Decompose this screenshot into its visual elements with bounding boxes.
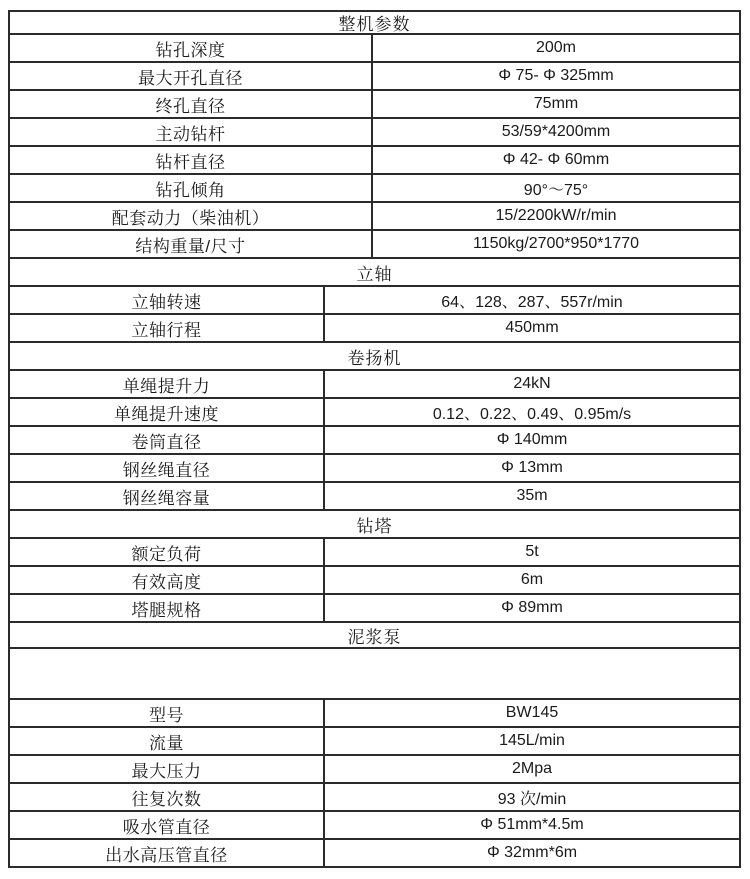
spec-label: 流量 [10, 728, 325, 754]
spec-label: 单绳提升力 [10, 371, 325, 397]
spec-value: 2Mpa [511, 760, 553, 777]
spec-label: 立轴行程 [10, 315, 325, 341]
table-row [10, 481, 739, 509]
section-header-row [10, 257, 739, 285]
table-row [10, 201, 739, 229]
spec-value: 200m [535, 39, 577, 56]
spec-label: 额定负荷 [10, 539, 325, 565]
spec-value: Φ 13mm [501, 459, 563, 476]
spec-label: 钻杆直径 [10, 147, 373, 173]
spec-label: 往复次数 [10, 784, 325, 810]
table-row [10, 565, 739, 593]
section-title: 钻塔 [356, 516, 393, 536]
section-title: 卷扬机 [347, 348, 402, 368]
spec-value: 450mm [505, 319, 559, 336]
spec-value: 75mm [533, 95, 579, 112]
table-row [10, 453, 739, 481]
table-row [10, 313, 739, 341]
spec-value: 5t [525, 543, 539, 560]
spec-label: 型号 [10, 700, 325, 726]
spec-label: 主动钻杆 [10, 119, 373, 145]
section-header-row [10, 509, 739, 537]
table-row [10, 726, 739, 754]
table-row [10, 425, 739, 453]
spec-value: 35m [516, 487, 548, 504]
table-row [10, 838, 739, 866]
spec-label: 结构重量/尺寸 [10, 231, 373, 257]
spec-label: 出水高压管直径 [10, 840, 325, 866]
table-row [10, 537, 739, 565]
spec-label: 钻孔倾角 [10, 175, 373, 201]
spec-value: Φ 140mm [496, 431, 568, 448]
spec-value: 24kN [513, 375, 551, 392]
spec-value: 6m [520, 571, 544, 588]
section-title: 整机参数 [338, 15, 411, 33]
spec-label: 钢丝绳容量 [10, 483, 325, 509]
spec-value: 1150kg/2700*950*1770 [472, 235, 640, 252]
spec-label: 钻孔深度 [10, 35, 373, 61]
section-header-row [10, 341, 739, 369]
section-header-row [10, 621, 739, 647]
table-row [10, 61, 739, 89]
table-row [10, 285, 739, 313]
spec-value: Φ 89mm [501, 599, 563, 616]
spec-label: 最大开孔直径 [10, 63, 373, 89]
spec-value: Φ 32mm*6m [486, 844, 578, 861]
spec-label: 塔腿规格 [10, 595, 325, 621]
spec-label: 吸水管直径 [10, 812, 325, 838]
table-row [10, 698, 739, 726]
table-row [10, 89, 739, 117]
spec-label: 最大压力 [10, 756, 325, 782]
spec-label: 终孔直径 [10, 91, 373, 117]
table-row [10, 593, 739, 621]
table-row [10, 117, 739, 145]
section-title: 立轴 [356, 264, 393, 284]
table-row [10, 229, 739, 257]
spec-table [8, 10, 741, 868]
empty-spacer-row [10, 647, 739, 698]
spec-value: Φ 42- Φ 60mm [502, 151, 610, 168]
spec-label: 立轴转速 [10, 287, 325, 313]
spec-value: Φ 51mm*4.5m [480, 816, 584, 833]
spec-label: 卷筒直径 [10, 427, 325, 453]
spec-value: BW145 [505, 704, 559, 721]
table-row [10, 397, 739, 425]
table-row [10, 145, 739, 173]
table-row [10, 754, 739, 782]
spec-label: 钢丝绳直径 [10, 455, 325, 481]
spec-value: 145L/min [499, 732, 565, 749]
section-header-row [10, 12, 739, 33]
table-row [10, 810, 739, 838]
spec-value: 15/2200kW/r/min [495, 207, 617, 224]
spec-value: Φ 75- Φ 325mm [498, 67, 614, 84]
spec-value: 64、128、287、557r/min [441, 293, 623, 311]
spec-label: 配套动力（柴油机） [10, 203, 373, 229]
section-title: 泥浆泵 [347, 627, 402, 647]
spec-value: 93 次/min [497, 790, 567, 808]
spec-value: 53/59*4200mm [501, 123, 611, 140]
table-row [10, 369, 739, 397]
spec-value: 90°～75° [523, 181, 589, 199]
table-row [10, 173, 739, 201]
table-row [10, 33, 739, 61]
spec-label: 单绳提升速度 [10, 399, 325, 425]
table-row [10, 782, 739, 810]
spec-value: 0.12、0.22、0.49、0.95m/s [432, 405, 632, 423]
spec-label: 有效高度 [10, 567, 325, 593]
